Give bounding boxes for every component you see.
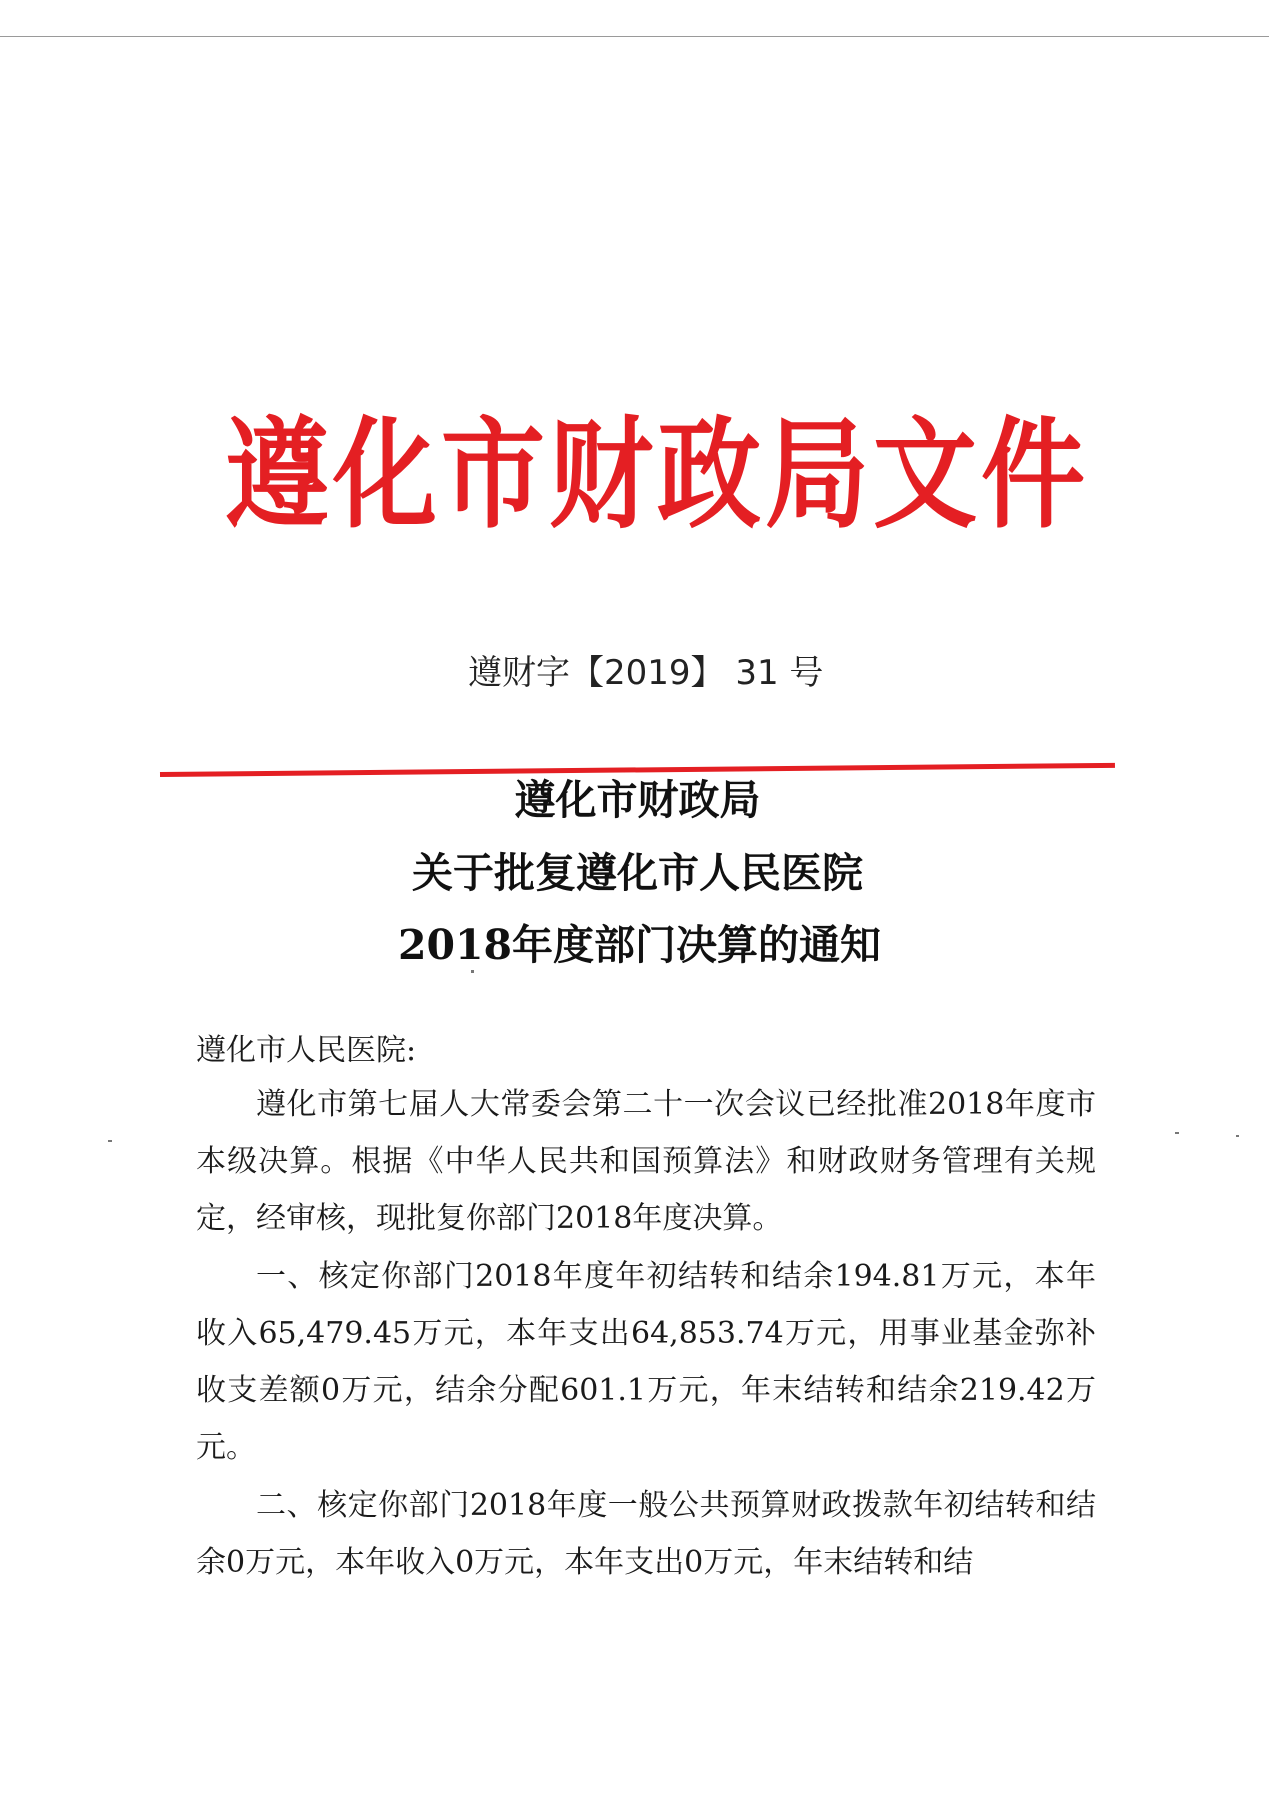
body-paragraph-2: 一、核定你部门2018年度年初结转和结余194.81万元，本年收入65,479.45万元，本年支出64,853.74万元，用事业基金弥补收支差额0万元，结余分配601.1万元，年末结转和结余219.42万元。	[196, 1259, 1096, 1465]
notice-title-line-2: 关于批复遵化市人民医院	[412, 849, 863, 897]
scan-speck	[1175, 1132, 1179, 1134]
document-header-title: 遵化市财政局文件	[225, 404, 1090, 545]
body-paragraph-1: 遵化市第七届人大常委会第二十一次会议已经批准2018年度市本级决算。根据《中华人民共和国预算法》和财政财务管理有关规定，经审核，现批复你部门2018年度决算。	[196, 1087, 1096, 1236]
document-number: 遵财字【2019】 31 号	[468, 653, 824, 693]
notice-title-line-1: 遵化市财政局	[514, 776, 761, 824]
scan-speck	[471, 970, 474, 973]
scan-edge-line	[0, 36, 1269, 37]
scan-speck	[1236, 1135, 1239, 1137]
scan-speck	[108, 1140, 112, 1142]
salutation: 遵化市人民医院:	[196, 1033, 417, 1068]
notice-title-line-3: 2018年度部门决算的通知	[397, 921, 882, 969]
body-paragraph-3: 二、核定你部门2018年度一般公共预算财政拨款年初结转和结余0万元，本年收入0万元，本年支出0万元，年末结转和结	[196, 1488, 1096, 1580]
